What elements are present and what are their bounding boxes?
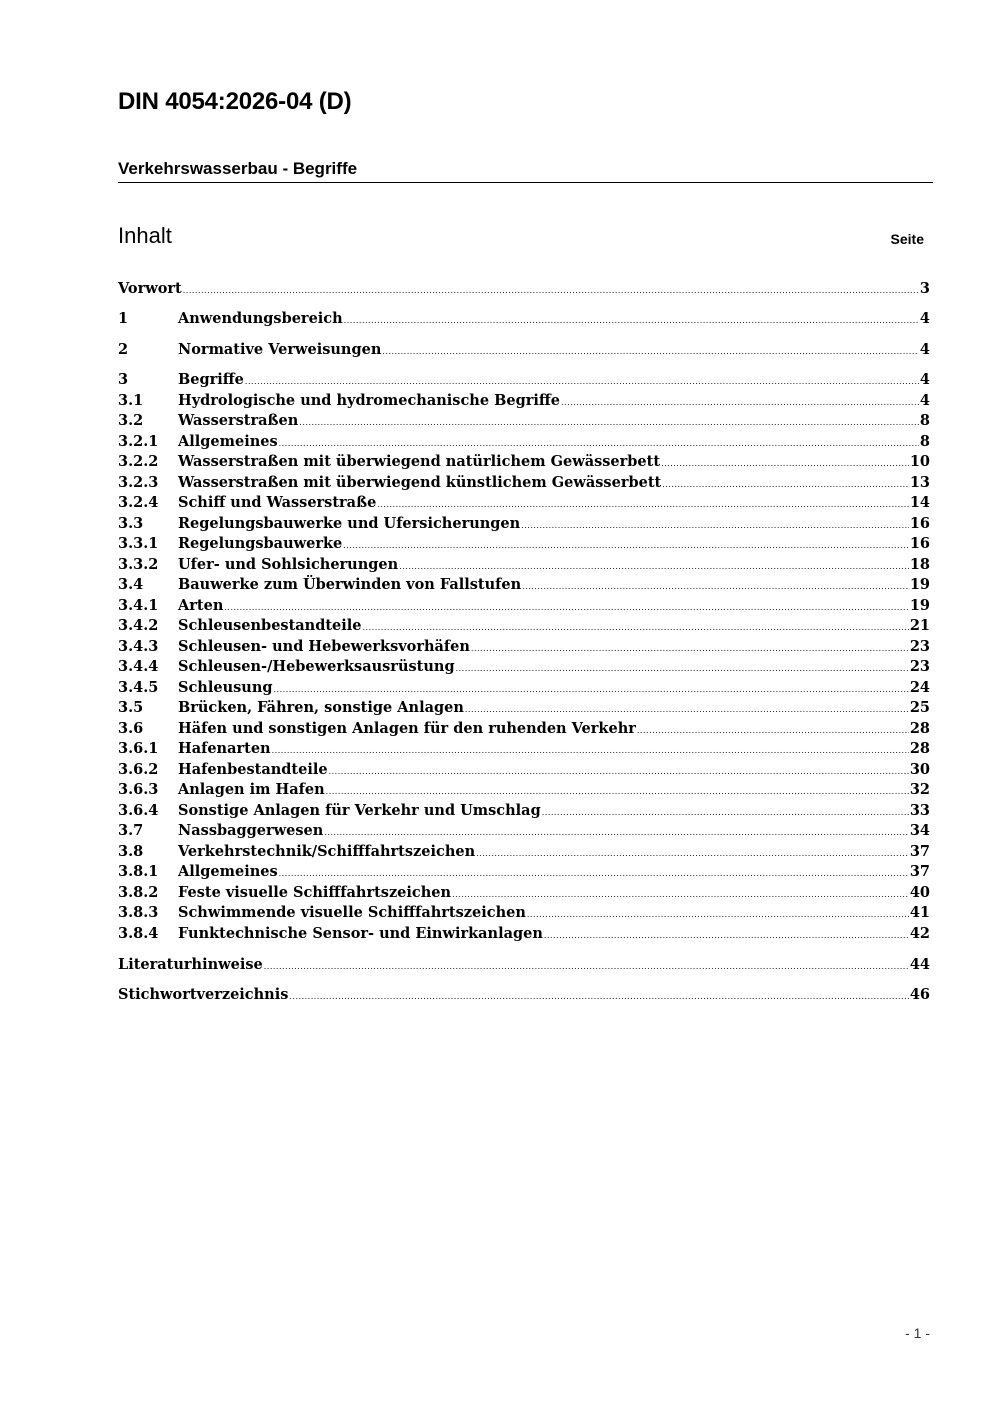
toc-entry[interactable] [118,555,930,575]
toc-entry[interactable] [118,411,930,431]
toc-entry-number: 3.6.2 [118,761,159,778]
toc-entry-page: 44 [909,956,930,973]
toc-entry-title: Schleusen- und Hebewerksvorhäfen [178,638,470,655]
toc-entry-title: Wasserstraßen [178,412,299,429]
toc-entry-title: Arten [178,597,224,614]
toc-entry[interactable] [118,780,930,800]
toc-entry-title: Anwendungsbereich [178,310,343,327]
toc-entry-title: Schiff und Wasserstraße [178,494,377,511]
toc-entry-title: Stichwortverzeichnis [118,986,289,1003]
toc-entry-title: Verkehrstechnik/Schifffahrtszeichen [178,843,476,860]
toc-dot-leader [377,495,908,515]
toc-entry-number: 3.4.3 [118,638,159,655]
toc-dot-leader [662,475,909,495]
toc-heading: Inhalt [118,223,172,248]
toc-dot-leader [224,598,908,618]
toc-entry-title: Feste visuelle Schifffahrtszeichen [178,884,452,901]
toc-entry-number: 3.6.3 [118,781,159,798]
toc-dot-leader [456,659,909,679]
toc-entry[interactable] [118,279,930,299]
toc-entry[interactable] [118,391,930,411]
toc-entry-title: Schleusenbestandteile [178,617,362,634]
toc-entry[interactable] [118,534,930,554]
toc-entry[interactable] [118,955,930,975]
toc-dot-leader [264,957,909,977]
toc-entry-page: 40 [909,884,930,901]
toc-dot-leader [279,434,919,454]
toc-entry-number: 3.4.5 [118,679,159,696]
toc-entry[interactable] [118,985,930,1005]
toc-entry-page: 42 [909,925,930,942]
toc-dot-leader [452,885,909,905]
toc-entry-number: 3.3.1 [118,535,159,552]
toc-entry-page: 8 [919,412,930,429]
toc-entry-number: 3.2.1 [118,433,159,450]
toc-entry-number: 3.2.2 [118,453,159,470]
toc-dot-leader [329,762,909,782]
toc-entry-title: Begriffe [178,371,244,388]
toc-entry-page: 4 [919,310,930,327]
toc-entry-title: Wasserstraßen mit überwiegend künstlichem Gewässerbett [178,474,662,491]
toc-dot-leader [289,987,908,1007]
toc-entry-title: Sonstige Anlagen für Verkehr und Umschlag [178,802,541,819]
toc-entry-title: Schleusen-/Hebewerksausrüstung [178,658,455,675]
toc-entry-title: Schwimmende visuelle Schifffahrtszeichen [178,904,526,921]
toc-entry-title: Literaturhinweise [118,956,263,973]
toc-entry-number: 3.2 [118,412,144,429]
toc-dot-leader [272,741,909,761]
toc-entry-number: 3.1 [118,392,144,409]
toc-entry-title: Häfen und sonstigen Anlagen für den ruhenden Verkehr [178,720,636,737]
toc-entry-number: 3.5 [118,699,144,716]
toc-entry[interactable] [118,862,930,882]
toc-entry-page: 10 [909,453,930,470]
toc-entry-title: Regelungsbauwerke [178,535,343,552]
toc-entry-page: 16 [909,515,930,532]
toc-entry[interactable] [118,493,930,513]
toc-entry-page: 16 [909,535,930,552]
toc-entry-page: 19 [909,576,930,593]
toc-entry[interactable] [118,575,930,595]
toc-dot-leader [544,926,909,946]
toc-dot-leader [382,342,919,362]
toc-entry-page: 32 [909,781,930,798]
toc-entry-page: 37 [909,843,930,860]
toc-entry-number: 1 [118,310,129,327]
toc-dot-leader [299,413,919,433]
toc-entry[interactable] [118,514,930,534]
toc-entry[interactable] [118,739,930,759]
toc-entry-title: Hafenarten [178,740,271,757]
toc-entry-title: Nassbaggerwesen [178,822,324,839]
toc-dot-leader [183,281,919,301]
toc-dot-leader [661,454,909,474]
toc-entry-title: Schleusung [178,679,273,696]
toc-entry-page: 8 [919,433,930,450]
toc-dot-leader [343,536,909,556]
toc-entry-page: 23 [909,658,930,675]
toc-entry-page: 28 [909,740,930,757]
toc-entry[interactable] [118,801,930,821]
toc-entry-number: 3.7 [118,822,144,839]
toc-entry-page: 41 [909,904,930,921]
toc-entry-page: 46 [909,986,930,1003]
toc-dot-leader [542,803,909,823]
toc-entry-number: 3.4.1 [118,597,159,614]
toc-entry-title: Funktechnische Sensor- und Einwirkanlagen [178,925,543,942]
toc-entry[interactable] [118,340,930,360]
toc-entry-title: Brücken, Fähren, sonstige Anlagen [178,699,464,716]
toc-dot-leader [324,823,909,843]
toc-entry-number: 3 [118,371,129,388]
toc-dot-leader [399,557,909,577]
toc-entry[interactable] [118,924,930,944]
toc-entry-page: 13 [909,474,930,491]
toc-entry[interactable] [118,432,930,452]
toc-dot-leader [344,311,919,331]
toc-dot-leader [522,577,909,597]
toc-entry-page: 37 [909,863,930,880]
toc-entry-page: 21 [909,617,930,634]
toc-dot-leader [527,905,909,925]
toc-entry[interactable] [118,452,930,472]
toc-entry-page: 25 [909,699,930,716]
document-id: DIN 4054:2026-04 (D) [118,88,352,115]
toc-dot-leader [326,782,909,802]
toc-dot-leader [363,618,909,638]
toc-entry-page: 33 [909,802,930,819]
toc-dot-leader [279,864,909,884]
page-number: - 1 - [905,1325,930,1341]
toc-entry-title: Anlagen im Hafen [178,781,325,798]
toc-entry-page: 28 [909,720,930,737]
toc-entry[interactable] [118,473,930,493]
toc-entry-title: Regelungsbauwerke und Ufersicherungen [178,515,521,532]
toc-entry[interactable] [118,596,930,616]
toc-entry-number: 3.6 [118,720,144,737]
toc-entry[interactable] [118,903,930,923]
toc-entry-title: Normative Verweisungen [178,341,382,358]
toc-entry-page: 23 [909,638,930,655]
toc-entry-number: 3.6.4 [118,802,159,819]
toc-entry-page: 4 [919,341,930,358]
toc-entry-number: 3.8.3 [118,904,159,921]
toc-dot-leader [476,844,909,864]
toc-entry[interactable] [118,719,930,739]
toc-entry-number: 3.2.3 [118,474,159,491]
toc-entry[interactable] [118,760,930,780]
toc-entry-page: 30 [909,761,930,778]
toc-entry[interactable] [118,309,930,329]
toc-entry[interactable] [118,370,930,390]
toc-entry[interactable] [118,821,930,841]
toc-entry-number: 3.8.4 [118,925,159,942]
toc-entry-number: 3.8 [118,843,144,860]
toc-entry-number: 3.8.1 [118,863,159,880]
toc-entry[interactable] [118,637,930,657]
toc-entry[interactable] [118,657,930,677]
toc-entry-page: 19 [909,597,930,614]
toc-entry-title: Allgemeines [178,433,278,450]
toc-entry-number: 3.8.2 [118,884,159,901]
toc-entry[interactable] [118,883,930,903]
page-column-label: Seite [890,231,924,247]
toc-entry-number: 3.3.2 [118,556,159,573]
toc-entry[interactable] [118,842,930,862]
toc-entry-number: 3.3 [118,515,144,532]
toc-dot-leader [465,700,909,720]
toc-dot-leader [245,372,919,392]
toc-entry[interactable] [118,678,930,698]
toc-entry-page: 14 [909,494,930,511]
toc-entry-title: Wasserstraßen mit überwiegend natürlichem Gewässerbett [178,453,661,470]
toc-entry-number: 3.2.4 [118,494,159,511]
toc-dot-leader [561,393,919,413]
toc-entry-page: 18 [909,556,930,573]
toc-entry-page: 3 [919,280,930,297]
toc-entry-title: Allgemeines [178,863,278,880]
toc-dot-leader [471,639,909,659]
toc-entry-number: 3.4.4 [118,658,159,675]
toc-entry-number: 2 [118,341,129,358]
toc-entry-number: 3.4.2 [118,617,159,634]
toc-dot-leader [521,516,909,536]
toc-dot-leader [274,680,909,700]
toc-entry-page: 4 [919,371,930,388]
toc-entry-title: Bauwerke zum Überwinden von Fallstufen [178,576,522,593]
toc-entry-page: 4 [919,392,930,409]
toc-entry-title: Ufer- und Sohlsicherungen [178,556,399,573]
toc-entry-page: 24 [909,679,930,696]
toc-entry-page: 34 [909,822,930,839]
toc-entry-title: Hafenbestandteile [178,761,328,778]
toc-entry-title: Vorwort [118,280,182,297]
toc-dot-leader [637,721,909,741]
toc-entry-number: 3.4 [118,576,144,593]
toc-entry[interactable] [118,616,930,636]
toc-entry-number: 3.6.1 [118,740,159,757]
document-subtitle: Verkehrswasserbau - Begriffe [118,159,933,183]
toc-entry-title: Hydrologische und hydromechanische Begriffe [178,392,560,409]
toc-entry[interactable] [118,698,930,718]
